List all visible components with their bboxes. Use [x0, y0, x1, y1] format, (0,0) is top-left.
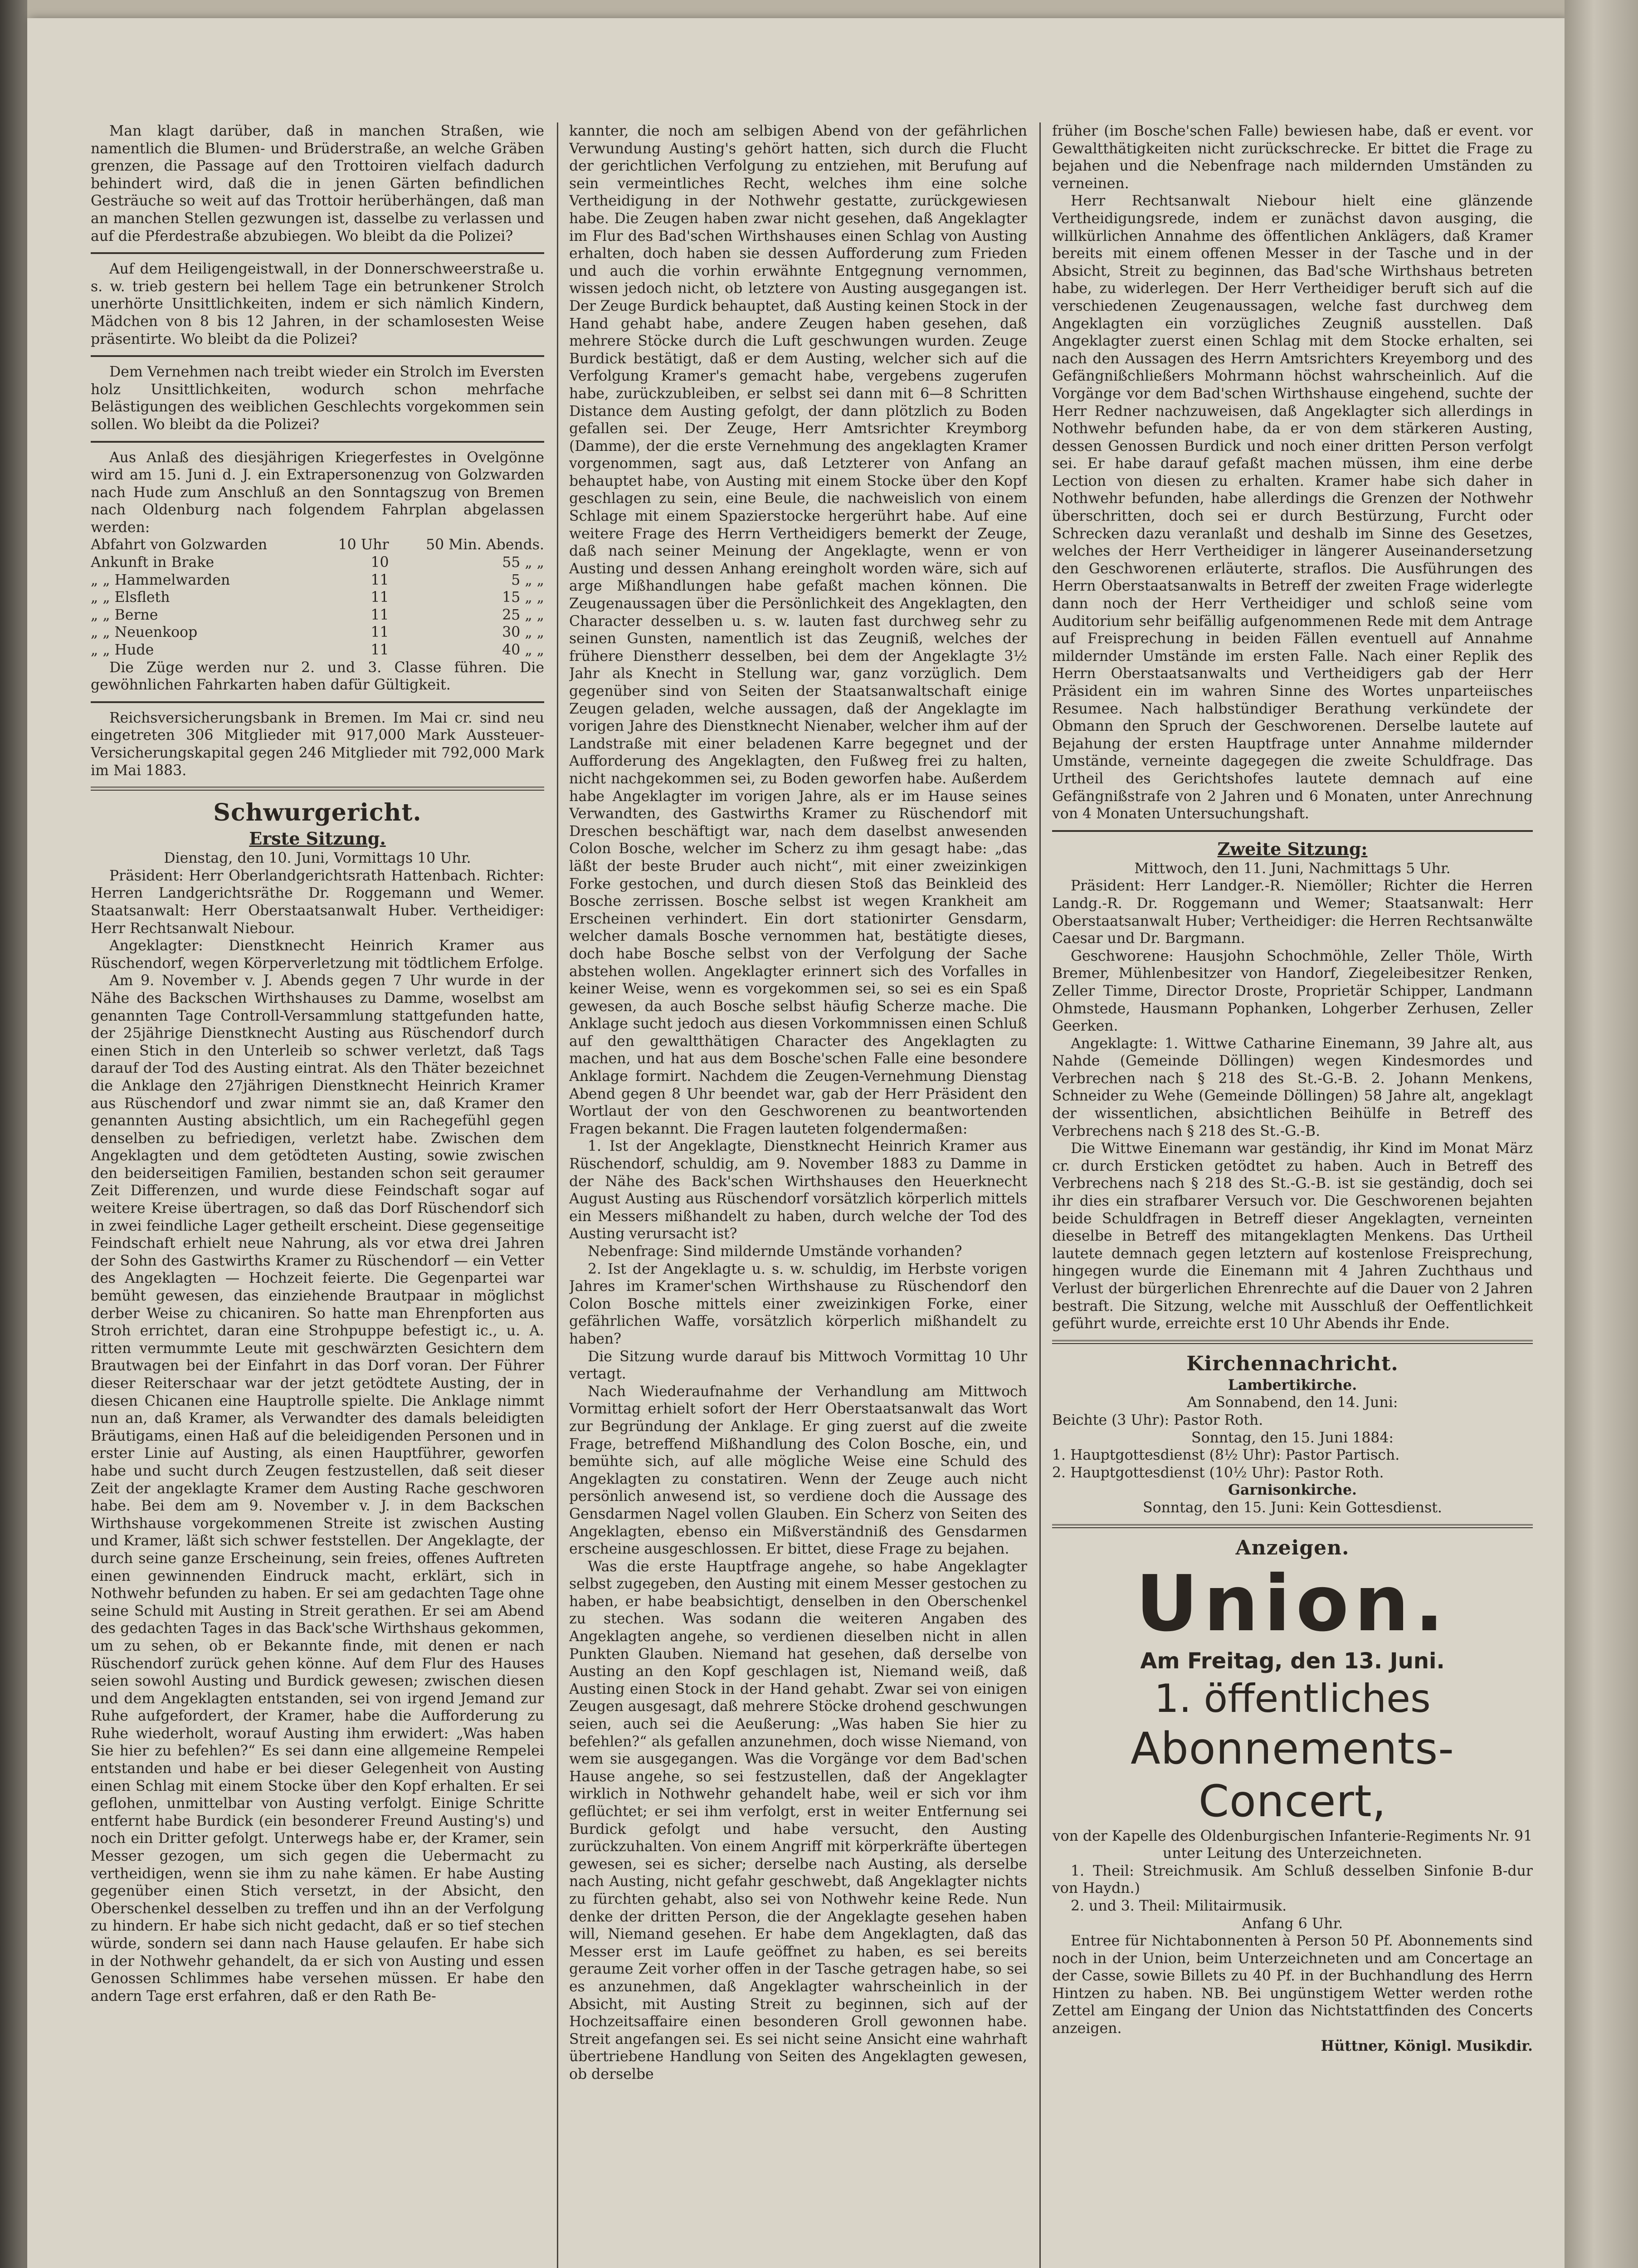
court-paragraph: Nach Wiederaufnahme der Verhandlung am Mittwoch Vormittag erhielt sofort der Herr Oberstaatsanwalt das Wort zur Begründung der Anklage. Er ging zuerst auf die zweite Frage, betreffend Mißhandlung des Colon Bosche, ein, und bemühte sich, auf alle mögliche Weise eine Schuld des Angeklagten zu constatiren. Wenn der Zeuge auch nicht persönlich anwesend ist, so verdiene doch die Aussage des Gensdarmen Nagel vollen Glauben. Ein Scherz von Seiten des Angeklagten, ebenso ein Mißverständniß des Gensdarmen erscheine ausgeschlossen. Er bittet, diese Frage zu bejahen.: [569, 1383, 1027, 1558]
court-paragraph: kannter, die noch am selbigen Abend von der gefährlichen Verwundung Austing's gehört hatten, sich durch die Flucht der gerichtlichen Verfolgung zu entziehen, mit Berufung auf sein vermeintliches Recht, welches ihm eine solche Vertheidigung in der Nothwehr gestatte, zurückgewiesen habe. Die Zeugen haben zwar nicht gesehen, daß Angeklagter im Flur des Bad'schen Wirthshauses einen Schlag von Austing erhalten, doch haben sie dessen Aufforderung zum Frieden und auch die vorhin erwähnte Entgegnung vernommen, wissen jedoch nicht, ob letztere von Austing ausgegangen ist. Der Zeuge Burdick behauptet, daß Austing keinen Stock in der Hand gehabt habe, andere Zeugen haben gesehen, daß mehrere Stöcke durch die Luft geschwungen wurden. Zeuge Burdick bestätigt, daß er dem Austing, welcher sich auf die Verfolgung Kramer's gemacht habe, vergebens zugerufen habe, zurückzubleiben, er selbst sei dann mit 6—8 Schritten Distance dem Austing gefolgt, der dann plötzlich zu Boden gefallen sei. Der Zeuge, Herr Amtsrichter Kreymborg (Damme), der die erste Vernehmung des angeklagten Kramer vorgenommen, sagt aus, daß Letzterer von Anfang an behauptet habe, von Austing mit einem Stocke über den Kopf geschlagen zu sein, eine Beule, die nachweislich von einem Schlage mit einem Spazierstocke hergerührt habe. Auf eine weitere Frage des Herrn Vertheidigers bemerkt der Zeuge, daß nach seiner Meinung der Angeklagte, wenn er von Austing und dessen Anhang ereingholt worden wäre, sich auf arge Mißhandlungen habe gefaßt machen können. Die Zeugenaussagen über die Persönlichkeit des Angeklagten, den Character desselben u. s. w. lauten fast durchweg sehr zu seinen Gunsten, namentlich ist das Zeugniß, welches der frühere Dienstherr desselben, bei dem der Angeklagte 3½ Jahr als Knecht in Stellung war, ganz vorzüglich. Dem gegenüber sind von Seiten der Staatsanwaltschaft einige Zeugen geladen, welche aussagen, daß der Angeklagte im vorigen Jahre des Dienstknecht Nienaber, welcher ihm auf der Landstraße mit einer beladenen Karre begegnet und der Aufforderung des Angeklagten, den Fußweg frei zu halten, nicht nachgekommen sei, zu Boden geworfen habe. Außerdem habe Angeklagter im vorigen Jahre, als er im Hause seines Verwandten, des Gastwirths Kramer zu Rüschendorf mit Dreschen beschäftigt war, nach dem daselbst anwesenden Colon Bosche, welcher im Scherz zu ihm gesagt habe: „das läßt der beste Bruder auch nicht“, mit einer zweizinkigen Forke gestochen, und durch diesen Stoß das Beinkleid des Bosche zerrissen. Bosche selbst ist wegen Krankheit am Erscheinen verhindert. Ein dort stationirter Gensdarm, welcher damals Bosche vernommen hat, bestätigte dieses, doch habe Bosche selbst von der Verfolgung der Sache abstehen wollen. Angeklagter erinnert sich des Vorfalles in keiner Weise, wenn es vorgekommen sei, so sei es ein Spaß gewesen, da auch Bosche selbst häufig Scherze mache. Die Anklage sucht jedoch aus diesen Vorkommnissen einen Schluß auf den gewaltthätigen Character des Angeklagten zu machen, und hat aus dem Bosche'schen Falle eine besondere Anklage formirt. Nachdem die Zeugen-Vernehmung Dienstag Abend gegen 8 Uhr beendet war, gab der Herr Präsident den Wortlaut der von den Geschworenen zu beantwortenden Fragen bekannt. Die Fragen lauteten folgendermaßen:: [569, 123, 1027, 1137]
minute: 50 Min. Abends.: [426, 537, 544, 553]
divider: [91, 441, 544, 443]
column-3: [1052, 122, 1533, 2268]
station: „ „ Elsfleth: [91, 589, 170, 606]
hour: 11: [370, 642, 389, 659]
court-paragraph: früher (im Bosche'schen Falle) bewiesen habe, daß er event. vor Gewaltthätigkeiten nicht zurückschrecke. Er bittet die Frage zu bejahen und die Nebenfrage nach mildernden Umständen zu verneinen.: [1052, 123, 1533, 192]
court-paragraph: Was die erste Hauptfrage angehe, so habe Angeklagter selbst zugegeben, den Austing mit einem Messer gestochen zu haben, er habe beabsichtigt, denselben in den Oberschenkel zu stechen. Was sodann die weiteren Angaben des Angeklagten angehe, so verdienen dieselben nicht in allen Punkten Glauben. Niemand hat gesehen, daß derselbe von Austing an den Kopf geschlagen ist, Niemand weiß, daß Austing einen Stock in der Hand gehabt. Zwar sei von einigen Zeugen ausgesagt, daß mehrere Stöcke drohend geschwungen seien, auch sei die Aeußerung: „Was haben Sie hier zu befehlen?“ als gefallen anzunehmen, doch wisse Niemand, von wem sie ausgegangen. Was die Vorgänge vor dem Bad'schen Hause angehe, so sei festzustellen, daß der Angeklagter wirklich in Nothwehr gehandelt habe, weil er sich vor ihm geflüchtet; er sei ihm verfolgt, erst in weiter Entfernung sei Burdick gefolgt und habe versucht, den Austing zurückzuhalten. Von einem Angriff mit körperkräfte übertegen gewesen, sei es sicher; derselbe nach Austing, als derselbe nach Austing, nicht gefahr geschwebt, daß Angeklagter nichts zu fürchten gehabt, also sei von Nothwehr keine Rede. Nun denke der dritten Person, die der Angeklagte gesehen haben will, Niemand gesehen. Er habe dem Angeklagten, daß das Messer erst im Laufe geöffnet zu haben, es sei bereits geraume Zeit vorher offen in der Tasche getragen habe, so sei es anzunehmen, daß Angeklagter wahrscheinlich in der Absicht, mit Austing Streit zu beginnen, sich auf der Hochzeitsaffaire einen besonderen Groll gewonnen habe. Streit angefangen sei. Es sei nicht seine Ansicht eine wahrhaft übertriebene Handlung von Seiten des Angeklagten gewesen, ob derselbe: [569, 1558, 1027, 2082]
timetable-row: [91, 536, 544, 554]
court-paragraph: Die Wittwe Einemann war geständig, ihr Kind im Monat März cr. durch Ersticken getödtet zu haben. Auch in Betreff des Verbrechens nach § 218 des St.-G.-B. ist sie geständig, doch sei ihr dies ein strafbarer Versuch vor. Die Geschworenen bejahten beide Schuldfragen in Betreff dieser Angeklagten, verneinten dieselbe in Betreff des mitangeklagten Menkens. Das Urtheil lautete demnach gegen letztern auf kostenlose Freisprechung, hingegen wurde die Einemann mit 4 Jahren Zuchthaus und Verlust der bürgerlichen Ehrenrechte auf die Dauer von 2 Jahren bestraft. Die Sitzung, welche mit Ausschluß der Oeffentlichkeit geführt wurde, erreichte erst 10 Uhr Abends ihr Ende.: [1052, 1140, 1533, 1332]
minute: 25 „ „: [502, 606, 544, 623]
hour: 11: [370, 572, 389, 588]
court-paragraph: Herr Rechtsanwalt Niebour hielt eine glänzende Vertheidigungsrede, indem er zunächst davon ausging, die willkürlichen Annahme des öffentlichen Anklägers, daß Kramer bereits mit einem offenen Messer in der Tasche und in der Absicht, Streit zu beginnen, das Bad'sche Wirthshaus betreten habe, zu widerlegen. Der Herr Vertheidiger beruft sich auf die verschiedenen Zeugenaussagen, welche fast durchweg dem Angeklagten ein vorzügliches Zeugniß ausstellen. Daß Angeklagter zuerst einen Schlag mit dem Stocke erhalten, sei nach den Aussagen des Herrn Amtsrichters Kreyemborg und des Gefängnißchließers Mohrmann höchst wahrscheinlich. Auf die Vorgänge vor dem Bad'schen Wirthshause eingehend, suchte der Herr Redner nachzuweisen, daß Angeklagter sich allerdings in Nothwehr befunden habe, da er von dem stärkeren Austing, dessen Genossen Burdick und noch einer dritten Person verfolgt sei. Er habe darauf gefaßt machen müssen, ihm eine derbe Lection von diesen zu erhalten. Kramer habe sich daher in Nothwehr befunden, habe allerdings die Grenzen der Nothwehr überschritten, doch sei er durch Bestürzung, Furcht oder Schrecken dazu veranlaßt und deshalb im Sinne des Gesetzes, welches der Herr Vertheidiger in längerer Auseinandersetzung den Geschworenen erläuterte, straflos. Die Ausführungen des Herrn Oberstaatsanwalts in Betreff der zweiten Frage widerlegte dann noch der Herr Vertheidiger und schloß seine vom Auditorium sehr beifällig aufgenommenen Rede mit dem Antrage auf Freisprechung in beiden Fällen eventuell auf Annahme mildernder Umstände im ersten Falle. Nach einer Replik des Herrn Oberstaatsanwalts und Vertheidigers gab der Herr Präsident ein im wahren Sinne des Wortes unparteiisches Resumee. Nach halbstündiger Berathung verkündete der Obmann den Spruch der Geschworenen. Derselbe lautete auf Bejahung der ersten Hauptfrage unter Annahme mildernder Umstände, verneinte dagegegen die zweite Schuldfrage. Das Urtheil des Gerichtshofes lautete demnach auf eine Gefängnißstrafe von 2 Jahren und 6 Monaten, unter Anrechnung von 4 Monaten Untersuchungshaft.: [1052, 193, 1533, 822]
section-divider: [91, 787, 544, 791]
binding-gutter: [0, 0, 27, 2268]
local-news-paragraph: Die Züge werden nur 2. und 3. Classe führen. Die gewöhnlichen Fahrkarten haben dafür Gültigkeit.: [91, 659, 544, 694]
divider: [91, 355, 544, 357]
timetable-row: [91, 606, 544, 624]
timetable-row: [91, 641, 544, 659]
minute: 30 „ „: [502, 624, 544, 641]
court-paragraph: Am 9. November v. J. Abends gegen 7 Uhr wurde in der Nähe des Backschen Wirthshauses zu Damme, woselbst am genannten Tage Controll-Versammlung stattgefunden hatte, der 25jährige Dienstknecht Austing aus Rüschendorf durch einen Stich in den Unterleib so schwer verletzt, daß Tags darauf der Tod des Austing eintrat. Als den Thäter bezeichnet die Anklage den 27jährigen Dienstknecht Heinrich Kramer aus Rüschendorf und zwar nimmt sie an, daß Kramer den genannten Austing absichtlich, um ein Rachegefühl gegen denselben zu befriedigen, verletzt habe. Zwischen dem Angeklagten und dem getödteten Austing, sowie zwischen den beiderseitigen Familien, bestanden schon seit geraumer Zeit Differenzen, und wurde diese Feindschaft sogar auf weitere Kreise übertragen, so daß das Dorf Rüschendorf sich in zwei feindliche Lager getheilt erscheint. Diese gegenseitige Feindschaft erhielt neue Nahrung, als vor etwa drei Jahren der Sohn des Gastwirths Kramer zu Rüschendorf — ein Vetter des Angeklagten — Hochzeit feierte. Die Gegenpartei war bemüht gewesen, das einziehende Brautpaar in möglichst derber Weise zu chicaniren. So hatte man Ehrenpforten aus Stroh errichtet, daran eine Strohpuppe befestigt ic., u. A. ritten vermummte Leute mit geschwärzten Gesichtern dem Brautwagen bei der Einfahrt in das Dorf voran. Der Führer dieser Reiterschaar war der jetzt getödtete Austing, der in diesen Chicanen eine Hauptrolle spielte. Die Anklage nimmt nun an, daß Kramer, als Verwandter des damals beleidigten Bräutigams, einen Haß auf die beleidigenden Personen und in erster Linie auf Austing, als einen Hauptführer, geworfen habe und sucht durch Zeugen festzustellen, daß seit dieser Zeit der angeklagte Kramer dem Austing Rache geschworen habe. Bei dem am 9. November v. J. in dem Backschen Wirthshause vorgekommenen Streite ist zwischen Austing und Kramer, läßt sich schwer feststellen. Der Angeklagte, der durch seine ganze Erscheinung, sein freies, offenes Auftreten einen gewinnenden Eindruck macht, erklärt, sich in Nothwehr befunden zu haben. Er sei am gedachten Tage ohne seine Schuld mit Austing in Streit gerathen. Er sei am Abend des gedachten Tages in das Back'sche Wirthshaus gekommen, um zu sehen, ob er Bekannte finde, mit denen er nach Rüschendorf zurück gehen könne. Auf dem Flur des Hauses seien sowohl Austing und Burdick gewesen; zwischen diesen und dem Angeklagten entstanden, sei von irgend Jemand zur Ruhe aufgefordert, der Kramer, habe die Aufforderung zu Ruhe wiederholt, worauf Austing ihm erwidert: „Was haben Sie hier zu befehlen?“ Es sei dann eine allgemeine Rempelei entstanden und habe er bei dieser Gelegenheit von Austing einen Schlag mit einem Stocke über den Kopf erhalten. Er sei geflohen, unmittelbar von Austing verfolgt. Einige Schritte entfernt habe Burdick (ein besonderer Freund Austing's) und noch ein Dritter gefolgt. Unterwegs habe er, der Kramer, sein Messer gezogen, um sich gegen die Uebermacht zu vertheidigen, wenn sie ihm zu nahe kämen. Er habe Austing gegenüber einen Stich versetzt, in der Absicht, den Oberschenkel desselben zu treffen und ihn an der Verfolgung zu hindern. Er habe sich nicht gedacht, daß er so tief stechen würde, sondern sei dann nach Hause gelaufen. Er habe sich in der Nothwehr gehandelt, da er sich von Austing und essen Genossen Schlimmes habe versehen müssen. Er habe den andern Tage erst erfahren, daß er den Rath Be-: [91, 973, 544, 2004]
session-title: Erste Sitzung.: [249, 828, 386, 849]
hour: 10 Uhr: [338, 537, 389, 553]
station: „ „ Hude: [91, 642, 154, 659]
ad-text: von der Kapelle des Oldenburgischen Infanterie-Regiments Nr. 91 unter Leitung des Unterzeichneten.: [1052, 1828, 1533, 1862]
ad-date: Am Freitag, den 13. Juni.: [1140, 1648, 1445, 1674]
hour: 10: [370, 554, 389, 571]
timetable: [91, 536, 544, 659]
ad-signature: Hüttner, Königl. Musikdir.: [1321, 2037, 1533, 2054]
section-divider: [1052, 1524, 1533, 1528]
section-title: Schwurgericht.: [213, 799, 422, 827]
station: „ „ Berne: [91, 606, 158, 623]
court-paragraph: Die Sitzung wurde darauf bis Mittwoch Vormittag 10 Uhr vertagt.: [569, 1348, 1027, 1383]
hour: 11: [370, 606, 389, 623]
church-name: Lambertikirche.: [1228, 1376, 1357, 1393]
station: „ „ Neuenkoop: [91, 624, 198, 641]
court-question: Nebenfrage: Sind mildernde Umstände vorhanden?: [587, 1243, 962, 1260]
church-date: Sonntag, den 15. Juni 1884:: [1191, 1429, 1394, 1446]
ad-text: 2. und 3. Theil: Militairmusik.: [1070, 1897, 1287, 1914]
newspaper-page: [27, 18, 1565, 2268]
church-name: Garnisonkirche.: [1228, 1481, 1357, 1499]
station: Ankunft in Brake: [91, 554, 214, 571]
court-paragraph: Geschworene: Hausjohn Schochmöhle, Zeller Thöle, Wirth Bremer, Mühlenbesitzer von Handorf, Ziegeleibesitzer Renken, Zeller Timme, Director Droste, Proprietär Schipper, Landmann Ohmstede, Hausmann Pophanken, Lohgerber Zerhusen, Zeller Geerken.: [1052, 948, 1533, 1035]
ad-concert-line2: Abonnements-Concert,: [1131, 1723, 1454, 1827]
divider: [91, 252, 544, 254]
ad-concert-line1: 1. öffentliches: [1154, 1676, 1431, 1721]
minute: 5 „ „: [511, 572, 544, 588]
church-date: Am Sonnabend, den 14. Juni:: [1187, 1394, 1398, 1411]
ad-text: 1. Theil: Streichmusik. Am Schluß desselben Sinfonie B-dur von Haydn.): [1052, 1862, 1533, 1897]
church-service: Beichte (3 Uhr): Pastor Roth.: [1052, 1412, 1263, 1428]
divider: [91, 701, 544, 703]
session-date: Dienstag, den 10. Juni, Vormittags 10 Uhr.: [164, 850, 471, 867]
column-rule: [557, 122, 558, 2268]
local-news-paragraph: Auf dem Heiligengeistwall, in der Donnerschweerstraße u. s. w. trieb gestern bei hellem Tage ein betrunkener Strolch unerhörte Unsittlichkeiten, indem er sich nämlich Kindern, Mädchen von 8 bis 12 Jahren, in der schamlosesten Weise präsentirte. Wo bleibt da die Polizei?: [91, 261, 544, 347]
station: „ „ Hammelwarden: [91, 572, 230, 588]
session-date: Mittwoch, den 11. Juni, Nachmittags 5 Uhr.: [1134, 860, 1451, 877]
court-paragraph: Präsident: Herr Landger.-R. Niemöller; Richter die Herren Landg.-R. Dr. Roggemann und Wemer; Staatsanwalt: Herr Oberstaatsanwalt Huber; Vertheidiger: die Herren Rechtsanwälte Caesar und Dr. Bargmann.: [1052, 878, 1533, 947]
column-1: [91, 122, 544, 2268]
timetable-row: [91, 554, 544, 572]
ad-text: Anfang 6 Uhr.: [1242, 1915, 1343, 1932]
court-paragraph: Präsident: Herr Oberlandgerichtsrath Hattenbach. Richter: Herren Landgerichtsräthe Dr. Roggemann und Wemer. Staatsanwalt: Herr Oberstaatsanwalt Huber. Vertheidiger: Herr Rechtsanwalt Niebour.: [91, 867, 544, 937]
church-service: 2. Hauptgottesdienst (10½ Uhr): Pastor Roth.: [1052, 1464, 1384, 1481]
ad-union-title: Union.: [1136, 1559, 1449, 1649]
local-news-paragraph: Man klagt darüber, daß in manchen Straßen, wie namentlich die Blumen- und Brüderstraße, an welche Gräben grenzen, die Passage auf den Trottoiren vielfach dadurch behindert wird, daß die in jenen Gärten befindlichen Gesträuche so weit auf das Trottoir herüberhängen, daß man an manchen Stellen gezwungen ist, dasselbe zu verlassen und auf die Pferdestraße abzubiegen. Wo bleibt da die Polizei?: [91, 123, 544, 244]
court-question: 1. Ist der Angeklagte, Dienstknecht Heinrich Kramer aus Rüschendorf, schuldig, am 9. November 1883 zu Damme in der Nähe des Back'schen Wirthshauses den Heuerknecht August Austing aus Rüschendorf vorsätzlich körperlich mittels ein Messers mißhandelt zu haben, durch welche der Tod des Austing verursacht ist?: [569, 1138, 1027, 1242]
timetable-row: [91, 589, 544, 606]
hour: 11: [370, 589, 389, 606]
court-paragraph: Angeklagte: 1. Wittwe Catharine Einemann, 39 Jahre alt, aus Nahde (Gemeinde Döllingen) wegen Kindesmordes und Verbrechen nach § 218 des St.-G.-B. 2. Johann Menkens, Schneider zu Wehe (Gemeinde Döllingen) 58 Jahre alt, angeklagt der wissentlichen, absichtlichen Beihülfe in Betreff des Verbrechens nach § 218 des St.-G.-B.: [1052, 1035, 1533, 1139]
minute: 40 „ „: [502, 642, 544, 659]
minute: 15 „ „: [502, 589, 544, 606]
column-2: [569, 122, 1027, 2268]
minute: 55 „ „: [502, 554, 544, 571]
hour: 11: [370, 624, 389, 641]
local-news-paragraph: Aus Anlaß des diesjährigen Kriegerfestes in Ovelgönne wird am 15. Juni d. J. ein Extrapersonenzug von Golzwarden nach Hude zum Anschluß an den Sonntagszug von Bremen nach Oldenburg nach folgendem Fahrplan abgelassen werden:: [91, 449, 544, 536]
ads-title: Anzeigen.: [1235, 1536, 1350, 1559]
station: Abfahrt von Golzwarden: [91, 537, 268, 553]
section-divider: [1052, 1340, 1533, 1344]
local-news-paragraph: Dem Vernehmen nach treibt wieder ein Strolch im Eversten holz Unsittlichkeiten, wodurch schon mehrfache Belästigungen des weiblichen Geschlechts vorgekommen sein sollen. Wo bleibt da die Polizei?: [91, 364, 544, 433]
church-service: Sonntag, den 15. Juni: Kein Gottesdienst.: [1143, 1499, 1442, 1516]
timetable-row: [91, 624, 544, 641]
local-news-paragraph: Reichsversicherungsbank in Bremen. Im Mai cr. sind neu eingetreten 306 Mitglieder mit 917,000 Mark Aussteuer-Versicherungskapital gegen 246 Mitglieder mit 792,000 Mark im Mai 1883.: [91, 709, 544, 779]
ad-text: Entree für Nichtabonnenten à Person 50 Pf. Abonnements sind noch in der Union, beim Unterzeichneten und am Concertage an der Casse, sowie Billets zu 40 Pf. in der Buchhandlung des Herrn Hintzen zu haben. NB. Bei ungünstigem Wetter werden rothe Zettel am Eingang der Union das Nichtstattfinden des Concerts anzeigen.: [1052, 1933, 1533, 2037]
divider: [1052, 830, 1533, 832]
court-paragraph: Angeklagter: Dienstknecht Heinrich Kramer aus Rüschendorf, wegen Körperverletzung mit tödtlichem Erfolge.: [91, 938, 544, 972]
session-title: Zweite Sitzung:: [1217, 838, 1368, 859]
column-rule: [1039, 122, 1041, 2268]
church-news-title: Kirchennachricht.: [1186, 1352, 1399, 1375]
church-service: 1. Hauptgottesdienst (8½ Uhr): Pastor Partisch.: [1052, 1447, 1400, 1464]
court-question: 2. Ist der Angeklagte u. s. w. schuldig, im Herbste vorigen Jahres im Kramer'schen Wirthshause zu Rüschendorf den Colon Bosche mittels einer zweizinkigen Forke, einer gefährlichen Waffe, vorsätzlich körperlich mißhandelt zu haben?: [569, 1261, 1027, 1347]
page-edge: [1565, 0, 1638, 2268]
timetable-row: [91, 572, 544, 589]
